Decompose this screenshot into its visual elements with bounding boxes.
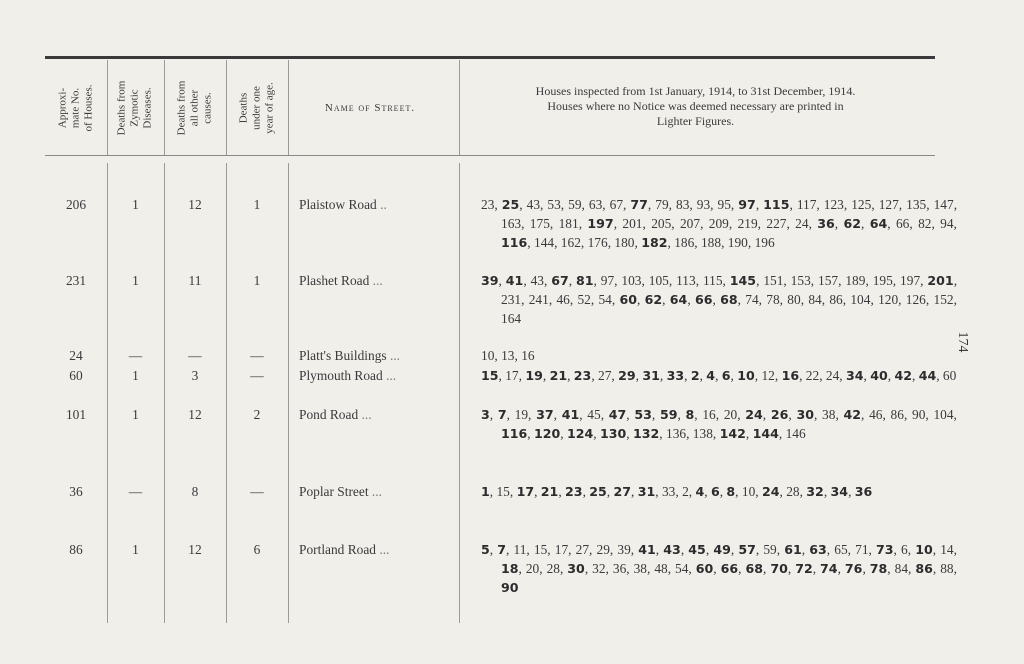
house-number: 138 (692, 426, 713, 441)
house-number: 36 (612, 561, 627, 576)
house-number: 157 (818, 273, 839, 288)
house-number-bold: 45 (688, 542, 706, 557)
house-number: 10 (481, 348, 495, 363)
house-number: 147 (933, 197, 954, 212)
approx-houses-cell: 101 (65, 407, 87, 422)
house-number: 86 (890, 407, 904, 422)
house-number: 115 (702, 273, 723, 288)
house-number-bold: 67 (551, 273, 569, 288)
house-number: 71 (855, 542, 869, 557)
house-number: 43 (530, 273, 544, 288)
house-number-bold: 182 (641, 235, 668, 250)
house-number: 66 (895, 216, 910, 231)
other-deaths-cell: 12 (188, 197, 202, 212)
house-number: 16 (521, 348, 535, 363)
house-numbers: 10, 13, 16 (481, 348, 535, 363)
house-number-bold: 42 (894, 368, 912, 383)
house-number: 20 (723, 407, 738, 422)
approx-houses-cell: 231 (65, 273, 87, 288)
house-number: 74 (745, 292, 759, 307)
house-number: 144 (534, 235, 555, 250)
house-number: 181 (558, 216, 579, 231)
house-number: 135 (906, 197, 927, 212)
approx-houses-cell: 36 (69, 484, 83, 499)
house-number: 146 (785, 426, 806, 441)
house-number: 27 (598, 368, 612, 383)
house-number: 28 (546, 561, 560, 576)
house-number-bold: 90 (501, 580, 519, 595)
street-name-cell (299, 271, 459, 290)
other-deaths-cell: 11 (188, 273, 202, 288)
house-number: 227 (766, 216, 787, 231)
header-street-name: Name of Street. (324, 102, 416, 114)
header-zymotic-deaths: Deaths from Zymotic Diseases. (115, 80, 154, 136)
house-number-bold: 30 (796, 407, 814, 422)
house-number-bold: 116 (501, 426, 528, 441)
house-number: 84 (808, 292, 822, 307)
house-number-bold: 64 (869, 216, 888, 231)
dot-leader: ... (372, 273, 383, 288)
house-number-bold: 3 (481, 407, 490, 422)
house-number: 63 (588, 197, 603, 212)
house-number: 24 (825, 368, 840, 383)
house-number-bold: 21 (540, 484, 559, 499)
house-number-bold: 142 (719, 426, 746, 441)
house-number-bold: 124 (567, 426, 594, 441)
house-number: 38 (822, 407, 836, 422)
house-number: 195 (872, 273, 893, 288)
house-number-bold: 24 (745, 407, 763, 422)
house-number: 17 (505, 368, 519, 383)
house-number-bold: 30 (567, 561, 585, 576)
header-houses-inspected (463, 84, 928, 129)
house-number: 126 (905, 292, 926, 307)
house-number: 46 (869, 407, 883, 422)
header-other-deaths: Deaths from all other causes. (175, 80, 214, 136)
house-number: 103 (621, 273, 642, 288)
house-number: 33 (661, 484, 676, 499)
house-number-bold: 74 (820, 561, 838, 576)
house-number-bold: 115 (763, 197, 790, 212)
house-number-bold: 23 (573, 368, 592, 383)
house-number: 97 (600, 273, 615, 288)
header-infant-deaths: Deaths under one year of age. (237, 82, 276, 134)
house-number: 52 (577, 292, 591, 307)
infant-deaths-cell: 6 (253, 542, 261, 557)
house-number-bold: 33 (666, 368, 685, 383)
house-number: 197 (900, 273, 921, 288)
house-number: 231 (501, 292, 522, 307)
street-name-cell (299, 346, 459, 365)
house-number-bold: 76 (844, 561, 863, 576)
house-number-bold: 42 (843, 407, 862, 422)
dot-leader: ... (361, 407, 372, 422)
house-number: 163 (501, 216, 522, 231)
house-number-bold: 197 (587, 216, 614, 231)
dot-leader: ... (386, 368, 397, 383)
house-number: 95 (717, 197, 731, 212)
house-number-bold: 61 (784, 542, 802, 557)
house-number-bold: 86 (915, 561, 933, 576)
house-number: 54 (598, 292, 612, 307)
column-divider (164, 60, 165, 155)
house-numbers: 39, 41, 43, 67, 81, 97, 103, 105, 113, 115, 145, 151, 153, 157, 189, 195, 197, 201, 231, 241, 46, 52, 54, 60, 62, 64, 66, 68, 74, 78, 80, 84, 86, 104, 120, 126, 152, 164 (481, 273, 958, 326)
house-number-bold: 31 (637, 484, 656, 499)
zymotic-deaths-cell: — (128, 348, 143, 363)
house-number-bold: 201 (927, 273, 954, 288)
house-number-bold: 81 (575, 273, 594, 288)
house-number: 2 (682, 484, 689, 499)
zymotic-deaths-cell: 1 (132, 407, 139, 422)
house-number-bold: 62 (843, 216, 862, 231)
house-number-bold: 25 (589, 484, 607, 499)
house-number: 38 (633, 561, 647, 576)
house-number-bold: 31 (642, 368, 660, 383)
house-number-bold: 21 (549, 368, 568, 383)
house-number: 201 (622, 216, 643, 231)
house-number-bold: 5 (481, 542, 490, 557)
house-number-bold: 4 (706, 368, 716, 383)
house-number-bold: 39 (481, 273, 499, 288)
house-number-bold: 18 (501, 561, 519, 576)
infant-deaths-cell: 1 (253, 197, 261, 212)
house-number: 90 (912, 407, 926, 422)
house-number: 15 (496, 484, 510, 499)
house-number-bold: 23 (565, 484, 583, 499)
house-number: 219 (737, 216, 758, 231)
house-number-bold: 34 (830, 484, 849, 499)
house-number-bold: 72 (795, 561, 813, 576)
house-number: 153 (790, 273, 811, 288)
house-number-bold: 68 (745, 561, 763, 576)
house-number: 113 (676, 273, 696, 288)
house-number: 207 (679, 216, 701, 231)
house-number: 205 (651, 216, 672, 231)
house-number-bold: 10 (737, 368, 755, 383)
house-number-bold: 53 (634, 407, 652, 422)
approx-houses-cell: 24 (69, 348, 83, 363)
house-number-bold: 57 (738, 542, 756, 557)
house-number-bold: 1 (481, 484, 490, 499)
house-number: 189 (845, 273, 866, 288)
house-number-bold: 7 (497, 407, 507, 422)
street-name: Portland Road (299, 542, 376, 557)
street-name-cell (299, 482, 459, 501)
other-deaths-cell: 12 (188, 407, 202, 422)
house-number: 13 (501, 348, 515, 363)
dot-leader: ... (379, 542, 390, 557)
street-name: Platt's Buildings (299, 348, 387, 363)
house-number-bold: 32 (806, 484, 824, 499)
house-number: 123 (823, 197, 844, 212)
house-number-bold: 49 (713, 542, 731, 557)
house-number-bold: 16 (781, 368, 800, 383)
house-number-bold: 120 (534, 426, 561, 441)
house-number-bold: 24 (761, 484, 780, 499)
house-number-bold: 29 (618, 368, 636, 383)
house-number-bold: 78 (869, 561, 888, 576)
street-name-cell (299, 195, 459, 214)
house-number: 24 (795, 216, 809, 231)
house-number: 59 (763, 542, 777, 557)
house-number: 188 (700, 235, 722, 250)
house-number-bold: 34 (845, 368, 864, 383)
house-number: 14 (940, 542, 954, 557)
house-number: 43 (526, 197, 541, 212)
house-number-bold: 47 (608, 407, 627, 422)
house-number: 32 (592, 561, 606, 576)
house-number-bold: 6 (710, 484, 720, 499)
house-number-bold: 66 (720, 561, 739, 576)
house-number: 20 (525, 561, 540, 576)
house-number: 104 (933, 407, 954, 422)
column-divider (226, 60, 227, 155)
house-number: 196 (754, 235, 775, 250)
house-number: 53 (547, 197, 561, 212)
infant-deaths-cell: — (250, 348, 264, 363)
house-number: 176 (587, 235, 608, 250)
dot-leader: ... (389, 348, 401, 363)
house-number-bold: 4 (695, 484, 705, 499)
infant-deaths-cell: — (250, 368, 264, 383)
street-name: Poplar Street (299, 484, 369, 499)
house-number: 79 (655, 197, 669, 212)
street-name: Plaistow Road (299, 197, 377, 212)
approx-houses-cell: 206 (65, 197, 87, 212)
house-number-bold: 8 (726, 484, 736, 499)
other-deaths-cell: 12 (188, 542, 202, 557)
house-number-bold: 26 (770, 407, 789, 422)
house-number: 65 (834, 542, 848, 557)
house-number: 17 (554, 542, 569, 557)
zymotic-deaths-cell: 1 (132, 273, 139, 288)
house-number: 22 (805, 368, 820, 383)
top-rule (45, 56, 935, 59)
house-number-bold: 36 (854, 484, 873, 499)
house-number-bold: 25 (501, 197, 520, 212)
house-number-bold: 132 (633, 426, 660, 441)
house-number: 45 (587, 407, 601, 422)
house-numbers: 23, 25, 43, 53, 59, 63, 67, 77, 79, 83, 93, 95, 97, 115, 117, 123, 125, 127, 135, 147, 163, 175, 181, 197, 201, 205, 207, 209, 219, 227, 24, 36, 62, 64, 66, 82, 94, 116, 144, 162, 176, 180, 182, 186, 188, 190, 196 (481, 197, 958, 250)
house-number: 67 (609, 197, 624, 212)
house-number: 54 (675, 561, 689, 576)
house-number: 80 (787, 292, 801, 307)
street-name-cell (299, 366, 459, 385)
house-number: 117 (796, 197, 817, 212)
street-name: Pond Road (299, 407, 359, 422)
house-number: 27 (575, 542, 590, 557)
house-number: 83 (676, 197, 690, 212)
house-number-bold: 97 (738, 197, 756, 212)
column-divider (107, 60, 108, 155)
column-divider (459, 163, 460, 623)
house-number: 78 (766, 292, 780, 307)
house-number: 86 (829, 292, 843, 307)
house-numbers: 5, 7, 11, 15, 17, 27, 29, 39, 41, 43, 45, 49, 57, 59, 61, 63, 65, 71, 73, 6, 10, 14, 18, 20, 28, 30, 32, 36, 38, 48, 54, 60, 66, 68, 70, 72, 74, 76, 78, 84, 86, 88, 90 (481, 542, 957, 595)
zymotic-deaths-cell: 1 (132, 368, 139, 383)
house-number: 186 (674, 235, 695, 250)
house-number: 162 (560, 235, 581, 250)
house-number: 94 (940, 216, 954, 231)
street-name-cell (299, 405, 459, 424)
street-name: Plashet Road (299, 273, 370, 288)
column-divider (459, 60, 460, 155)
house-number-bold: 41 (638, 542, 656, 557)
house-number: 12 (761, 368, 775, 383)
house-number-bold: 130 (600, 426, 627, 441)
house-number: 19 (514, 407, 529, 422)
house-number: 164 (501, 311, 522, 326)
house-number: 84 (894, 561, 909, 576)
house-number-bold: 145 (729, 273, 757, 288)
other-deaths-cell: — (188, 348, 202, 363)
house-number-bold: 68 (720, 292, 738, 307)
page-number: 174 (955, 331, 970, 353)
house-number-bold: 73 (876, 542, 894, 557)
house-number: 125 (851, 197, 872, 212)
infant-deaths-cell: — (250, 484, 264, 499)
house-number: 82 (918, 216, 932, 231)
header-houses-inspected-text: Houses inspected from 1st January, 1914, to 31st December, 1914. Houses where no Notice was deemed necessary are printed in Lighter Figures. (535, 84, 856, 128)
house-number-bold: 8 (685, 407, 695, 422)
house-number-bold: 77 (630, 197, 648, 212)
house-number: 190 (727, 235, 748, 250)
house-number-bold: 6 (721, 368, 731, 383)
house-number-bold: 60 (695, 561, 714, 576)
zymotic-deaths-cell: — (128, 484, 143, 499)
house-number: 48 (654, 561, 668, 576)
house-number: 60 (942, 368, 957, 383)
house-number-bold: 40 (870, 368, 888, 383)
house-number-bold: 36 (817, 216, 835, 231)
house-number-bold: 63 (809, 542, 827, 557)
house-number: 23 (481, 197, 495, 212)
house-number-bold: 44 (918, 368, 937, 383)
house-number: 152 (933, 292, 954, 307)
house-number: 104 (850, 292, 871, 307)
house-numbers: 3, 7, 19, 37, 41, 45, 47, 53, 59, 8, 16, 20, 24, 26, 30, 38, 42, 46, 86, 90, 104, 116, 120, 124, 130, 132, 136, 138, 142, 144, 146 (481, 407, 957, 441)
zymotic-deaths-cell: 1 (132, 542, 139, 557)
house-number-bold: 10 (915, 542, 933, 557)
column-divider (288, 163, 289, 623)
approx-houses-cell: 60 (69, 368, 83, 383)
house-number: 93 (696, 197, 711, 212)
house-number-bold: 70 (770, 561, 788, 576)
zymotic-deaths-cell: 1 (132, 197, 139, 212)
house-number-bold: 7 (497, 542, 507, 557)
house-number-bold: 2 (690, 368, 700, 383)
house-number: 39 (617, 542, 631, 557)
house-number: 105 (648, 273, 669, 288)
house-number-bold: 66 (694, 292, 713, 307)
other-deaths-cell: 3 (191, 368, 199, 383)
house-number: 136 (666, 426, 687, 441)
street-name-cell (299, 540, 459, 559)
house-number-bold: 15 (481, 368, 499, 383)
house-number-bold: 43 (663, 542, 681, 557)
house-number: 209 (708, 216, 729, 231)
house-numbers: 15, 17, 19, 21, 23, 27, 29, 31, 33, 2, 4, 6, 10, 12, 16, 22, 24, 34, 40, 42, 44, 60 (481, 368, 957, 383)
approx-houses-cell: 86 (69, 542, 83, 557)
house-number-bold: 17 (516, 484, 535, 499)
street-name: Plymouth Road (299, 368, 383, 383)
house-number-bold: 62 (644, 292, 663, 307)
house-number: 175 (529, 216, 550, 231)
infant-deaths-cell: 1 (253, 273, 261, 288)
house-number-bold: 41 (561, 407, 580, 422)
house-number: 6 (901, 542, 908, 557)
house-number: 11 (513, 542, 527, 557)
house-number-bold: 19 (525, 368, 543, 383)
other-deaths-cell: 8 (191, 484, 199, 499)
house-number: 151 (763, 273, 784, 288)
dot-leader: .. (380, 197, 387, 212)
house-number: 16 (702, 407, 716, 422)
header-approx-houses: Approxi- mate No. of Houses. (56, 84, 95, 132)
house-number: 59 (568, 197, 582, 212)
house-number: 28 (786, 484, 800, 499)
house-number: 120 (878, 292, 899, 307)
house-number: 88 (940, 561, 954, 576)
house-number-bold: 37 (536, 407, 554, 422)
house-number: 15 (533, 542, 548, 557)
house-number-bold: 64 (669, 292, 688, 307)
house-number: 180 (614, 235, 635, 250)
house-number: 241 (528, 292, 549, 307)
house-number-bold: 144 (752, 426, 779, 441)
house-number-bold: 59 (659, 407, 678, 422)
header-rule (45, 155, 935, 156)
house-number-bold: 41 (505, 273, 524, 288)
infant-deaths-cell: 2 (253, 407, 261, 422)
house-numbers: 1, 15, 17, 21, 23, 25, 27, 31, 33, 2, 4, 6, 8, 10, 24, 28, 32, 34, 36 (481, 484, 873, 499)
house-number: 46 (556, 292, 570, 307)
house-number: 10 (741, 484, 756, 499)
house-number-bold: 27 (613, 484, 632, 499)
house-number-bold: 116 (501, 235, 528, 250)
house-number-bold: 60 (619, 292, 638, 307)
house-number: 127 (878, 197, 899, 212)
house-number: 29 (596, 542, 610, 557)
dot-leader: ... (371, 484, 382, 499)
